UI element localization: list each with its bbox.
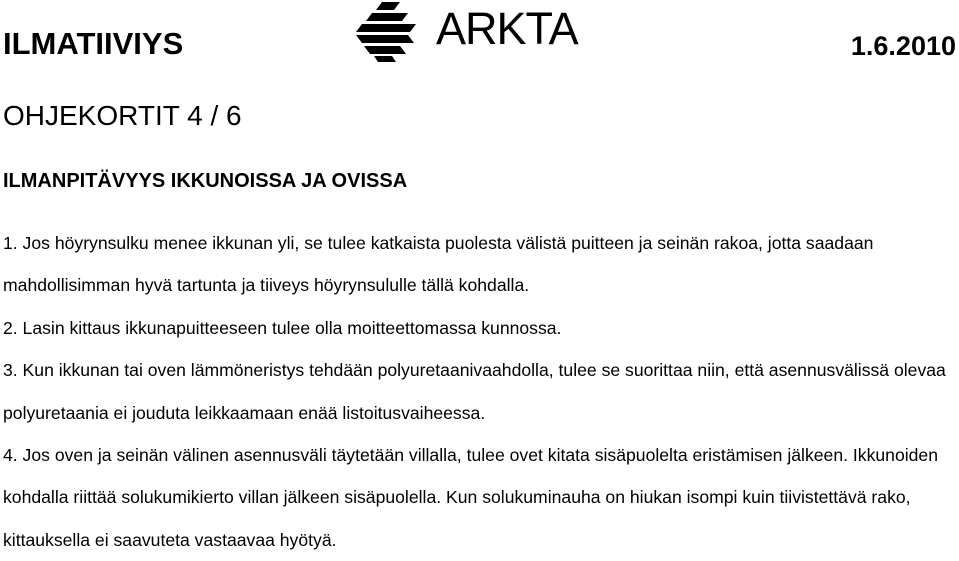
document-title: ILMATIIVIYS <box>3 26 184 61</box>
arkta-logo-icon <box>350 2 428 62</box>
arkta-logo <box>350 2 610 62</box>
logo-wordmark: ARKTA <box>436 3 578 54</box>
instruction-item-4: 4. Jos oven ja seinän välinen asennusväli täytetään villalla, tulee ovet kitata sisäpuolelta eristämisen jälkeen. Ikkunoiden kohdalla riittää solukumikierto villan jälkeen sisäpuolella. Kun solukuminauha on hiukan isompi kuin tiivistettävä rako, kittauksella ei saavuteta vastaavaa hyötyä. <box>3 445 938 550</box>
instruction-item-3: 3. Kun ikkunan tai oven lämmöneristys tehdään polyuretaanivaahdolla, tulee se suorittaa niin, että asennusvälissä olevaa polyuretaania ei jouduta leikkaamaan enää listoitusvaiheessa. <box>3 360 946 423</box>
instruction-item-1: 1. Jos höyrynsulku menee ikkunan yli, se tulee katkaista puolesta välistä puitteen ja seinän rakoa, jotta saadaan mahdollisimman hyvä tartunta ja tiiveys höyrynsululle tällä kohdalla. <box>3 233 874 296</box>
section-heading: ILMANPITÄVYYS IKKUNOISSA JA OVISSA <box>3 170 408 192</box>
document-subtitle: OHJEKORTIT 4 / 6 <box>3 100 242 131</box>
document-date: 1.6.2010 <box>850 31 956 61</box>
instruction-item-2: 2. Lasin kittaus ikkunapuitteeseen tulee olla moitteettomassa kunnossa. <box>3 317 562 338</box>
instructions-list <box>3 222 959 561</box>
